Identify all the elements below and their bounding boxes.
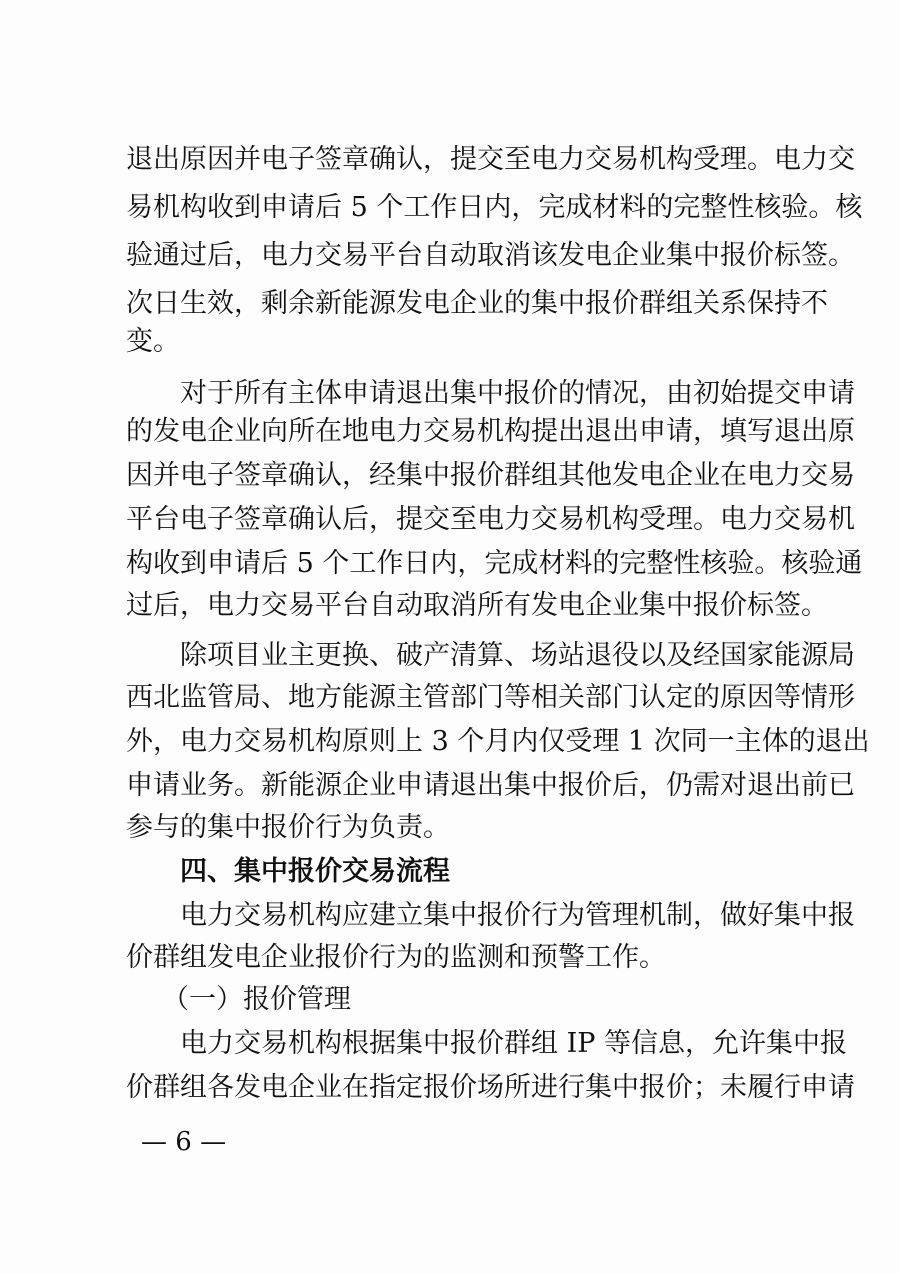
paragraph-4-line-2: 价群组发电企业报价行为的监测和预警工作。 xyxy=(126,942,666,973)
paragraph-5-line-1: 电力交易机构根据集中报价群组 IP 等信息，允许集中报 xyxy=(180,1028,847,1059)
paragraph-5-line-2: 价群组各发电企业在指定报价场所进行集中报价；未履行申请 xyxy=(126,1072,855,1103)
page-number: — 6 — xyxy=(141,1127,227,1157)
paragraph-3-line-5: 参与的集中报价行为负责。 xyxy=(126,812,450,843)
subsection-heading: （一）报价管理 xyxy=(162,984,351,1015)
paragraph-1-line-1: 退出原因并电子签章确认，提交至电力交易机构受理。电力交 xyxy=(126,144,855,175)
paragraph-1-line-2: 易机构收到申请后 5 个工作日内，完成材料的完整性核验。核 xyxy=(126,192,863,223)
paragraph-4-line-1: 电力交易机构应建立集中报价行为管理机制，做好集中报 xyxy=(180,900,855,931)
paragraph-1-line-4: 次日生效，剩余新能源发电企业的集中报价群组关系保持不 xyxy=(126,288,828,319)
paragraph-1-line-3: 验通过后，电力交易平台自动取消该发电企业集中报价标签。 xyxy=(126,240,855,271)
paragraph-2-line-1: 对于所有主体申请退出集中报价的情况，由初始提交申请 xyxy=(180,378,855,409)
paragraph-3-line-2: 西北监管局、地方能源主管部门等相关部门认定的原因等情形 xyxy=(126,682,855,713)
section-heading: 四、集中报价交易流程 xyxy=(180,856,450,887)
paragraph-2-line-5: 构收到申请后 5 个工作日内，完成材料的完整性核验。核验通 xyxy=(126,548,863,579)
paragraph-2-line-6: 过后，电力交易平台自动取消所有发电企业集中报价标签。 xyxy=(126,590,828,621)
paragraph-2-line-4: 平台电子签章确认后，提交至电力交易机构受理。电力交易机 xyxy=(126,504,855,535)
paragraph-2-line-2: 的发电企业向所在地电力交易机构提出退出申请，填写退出原 xyxy=(126,416,855,447)
paragraph-3-line-4: 申请业务。新能源企业申请退出集中报价后，仍需对退出前已 xyxy=(126,770,855,801)
paragraph-1-line-5: 变。 xyxy=(126,326,180,357)
paragraph-3-line-3: 外，电力交易机构原则上 3 个月内仅受理 1 次同一主体的退出 xyxy=(126,726,870,757)
paragraph-3-line-1: 除项目业主更换、破产清算、场站退役以及经国家能源局 xyxy=(180,640,855,671)
paragraph-2-line-3: 因并电子签章确认，经集中报价群组其他发电企业在电力交易 xyxy=(126,460,855,491)
